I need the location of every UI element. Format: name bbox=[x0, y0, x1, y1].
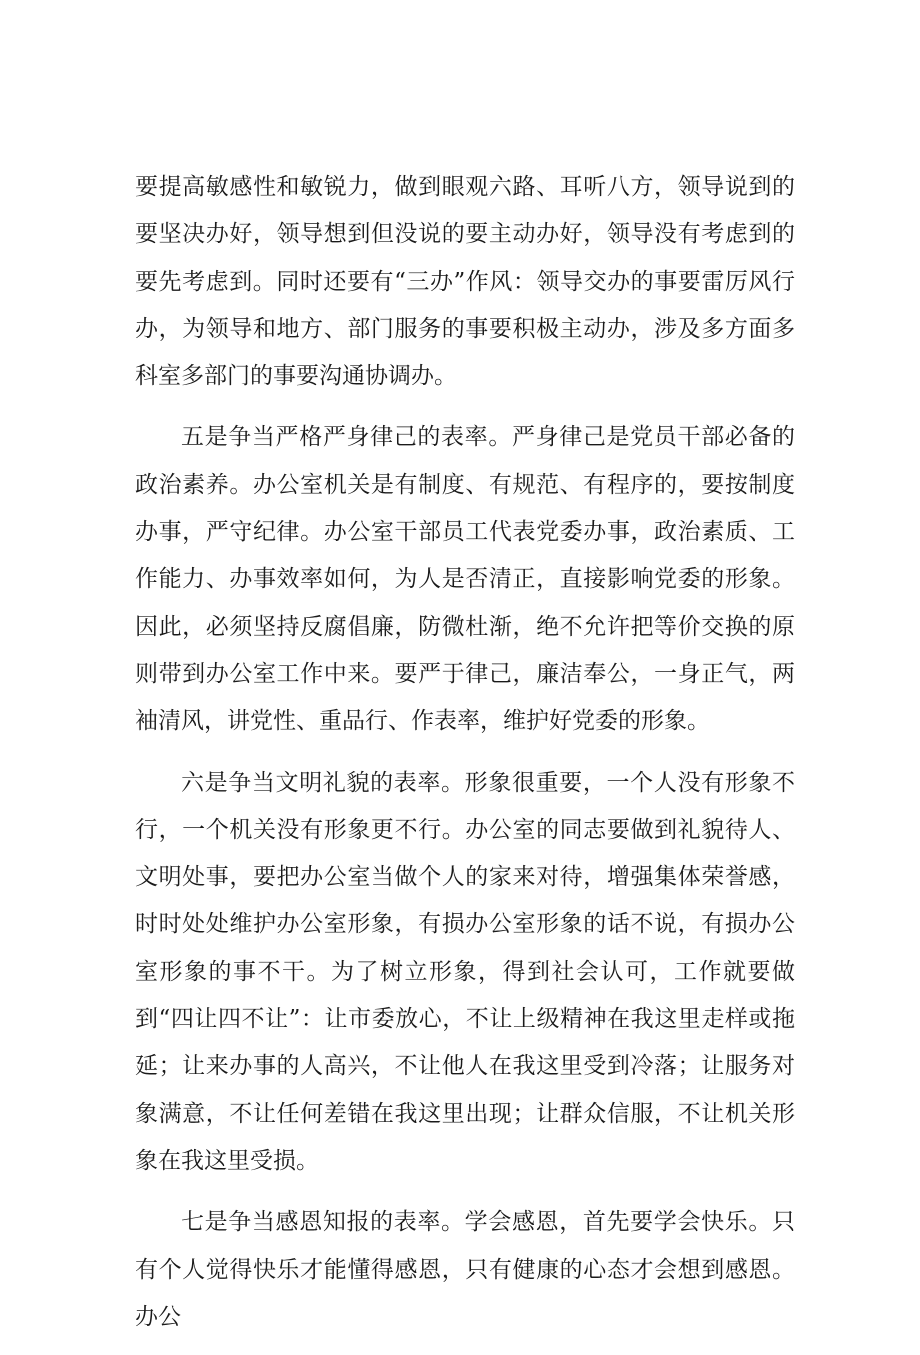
document-body bbox=[135, 164, 795, 1355]
paragraph-point-six: 六是争当文明礼貌的表率。形象很重要，一个人没有形象不行，一个机关没有形象更不行。办公室的同志要做到礼貌待人、文明处事，要把办公室当做个人的家来对待，增强集体荣誉感，时时处处维护办公室形象，有损办公室形象的话不说，有损办公室形象的事不干。为了树立形象，得到社会认可，工作就要做到“四让四不让”：让市委放心，不让上级精神在我这里走样或拖延；让来办事的人高兴，不让他人在我这里受到冷落；让服务对象满意，不让任何差错在我这里出现；让群众信服，不让机关形象在我这里受损。 bbox=[135, 769, 795, 1174]
paragraph-point-seven: 七是争当感恩知报的表率。学会感恩，首先要学会快乐。只有个人觉得快乐才能懂得感恩，只有健康的心态才会想到感恩。办公 bbox=[135, 1209, 795, 1330]
paragraph-continuation: 要提高敏感性和敏锐力，做到眼观六路、耳听八方，领导说到的要坚决办好，领导想到但没说的要主动办好，领导没有考虑到的要先考虑到。同时还要有“三办”作风：领导交办的事要雷厉风行办，为领导和地方、部门服务的事要积极主动办，涉及多方面多科室多部门的事要沟通协调办。 bbox=[135, 174, 795, 390]
paragraph-point-five: 五是争当严格严身律己的表率。严身律己是党员干部必备的政治素养。办公室机关是有制度、有规范、有程序的，要按制度办事，严守纪律。办公室干部员工代表党委办事，政治素质、工作能力、办事效率如何，为人是否清正，直接影响党委的形象。因此，必须坚持反腐倡廉，防微杜渐，绝不允许把等价交换的原则带到办公室工作中来。要严于律己，廉洁奉公，一身正气，两袖清风，讲党性、重品行、作表率，维护好党委的形象。 bbox=[135, 424, 795, 735]
